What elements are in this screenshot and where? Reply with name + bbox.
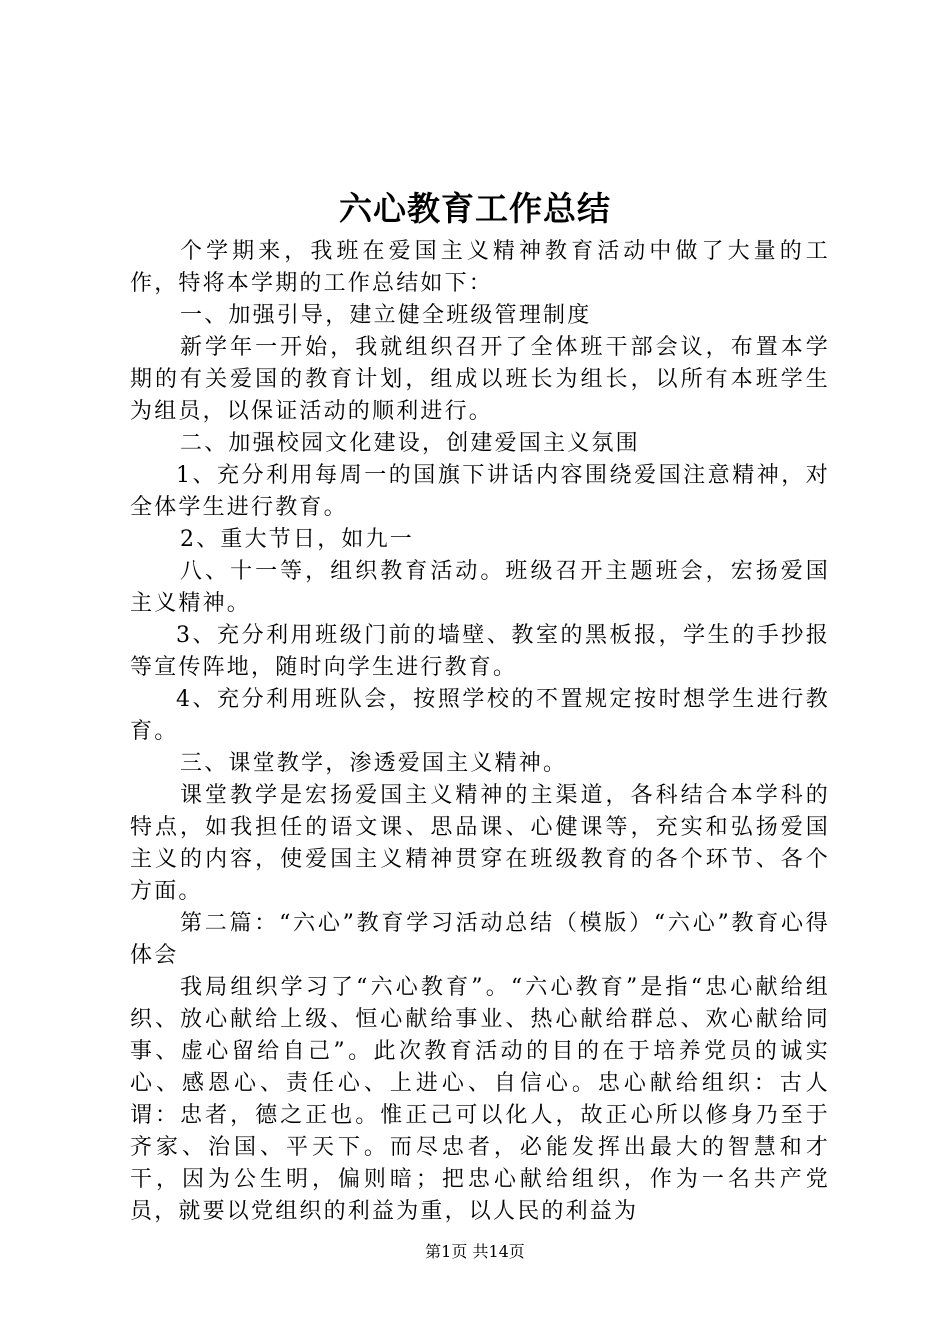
section-heading-1: 一、加强引导，建立健全班级管理制度 xyxy=(180,303,592,328)
list-item-1: 1、充分利用每周一的国旗下讲话内容围绕爱国注意精神，对全体学生进行教育。 xyxy=(130,463,830,520)
page-number-footer: 第1页 共14页 xyxy=(425,1242,525,1261)
section-heading-2: 二、加强校园文化建设，创建爱国主义氛围 xyxy=(180,431,640,456)
paragraph-section-3: 课堂教学是宏扬爱国主义精神的主渠道，各科结合本学科的特点，如我担任的语文课、思品课、心健课等，充实和弘扬爱国主义的内容，使爱国主义精神贯穿在班级教育的各个环节、各个方面。 xyxy=(130,783,830,904)
list-item-3: 3、充分利用班级门前的墙壁、教室的黑板报，学生的手抄报等宣传阵地，随时向学生进行教育。 xyxy=(130,623,830,680)
document-body xyxy=(130,236,830,1228)
list-item-4: 4、充分利用班队会，按照学校的不置规定按时想学生进行教育。 xyxy=(130,687,830,744)
paragraph-intro: 个学期来，我班在爱国主义精神教育活动中做了大量的工作，特将本学期的工作总结如下： xyxy=(130,239,830,296)
paragraph-section-1: 新学年一开始，我就组织召开了全体班干部会议，布置本学期的有关爱国的教育计划，组成以班长为组长，以所有本班学生为组员，以保证活动的顺利进行。 xyxy=(130,335,830,424)
document-title: 六心教育工作总结 xyxy=(339,189,611,228)
section-heading-3: 三、课堂教学，渗透爱国主义精神。 xyxy=(180,751,568,776)
list-item-2: 2、重大节日，如九一 xyxy=(180,527,414,552)
list-item-2-continued: 八、十一等，组织教育活动。班级召开主题班会，宏扬爱国主义精神。 xyxy=(130,559,830,616)
part-two-heading: 第二篇：“六心”教育学习活动总结（模版）“六心”教育心得体会 xyxy=(130,911,830,968)
paragraph-part-two: 我局组织学习了“六心教育”。“六心教育”是指“忠心献给组织、放心献给上级、恒心献给事业、热心献给群总、欢心献给同事、虚心留给自己”。此次教育活动的目的在于培养党员的诚实心、感恩心、责任心、上进心、自信心。忠心献给组织：古人谓：忠者，德之正也。惟正己可以化人，故正心所以修身乃至于齐家、治国、平天下。而尽忠者，必能发挥出最大的智慧和才干，因为公生明，偏则暗；把忠心献给组织，作为一名共产党员，就要以党组织的利益为重，以人民的利益为 xyxy=(130,975,830,1224)
